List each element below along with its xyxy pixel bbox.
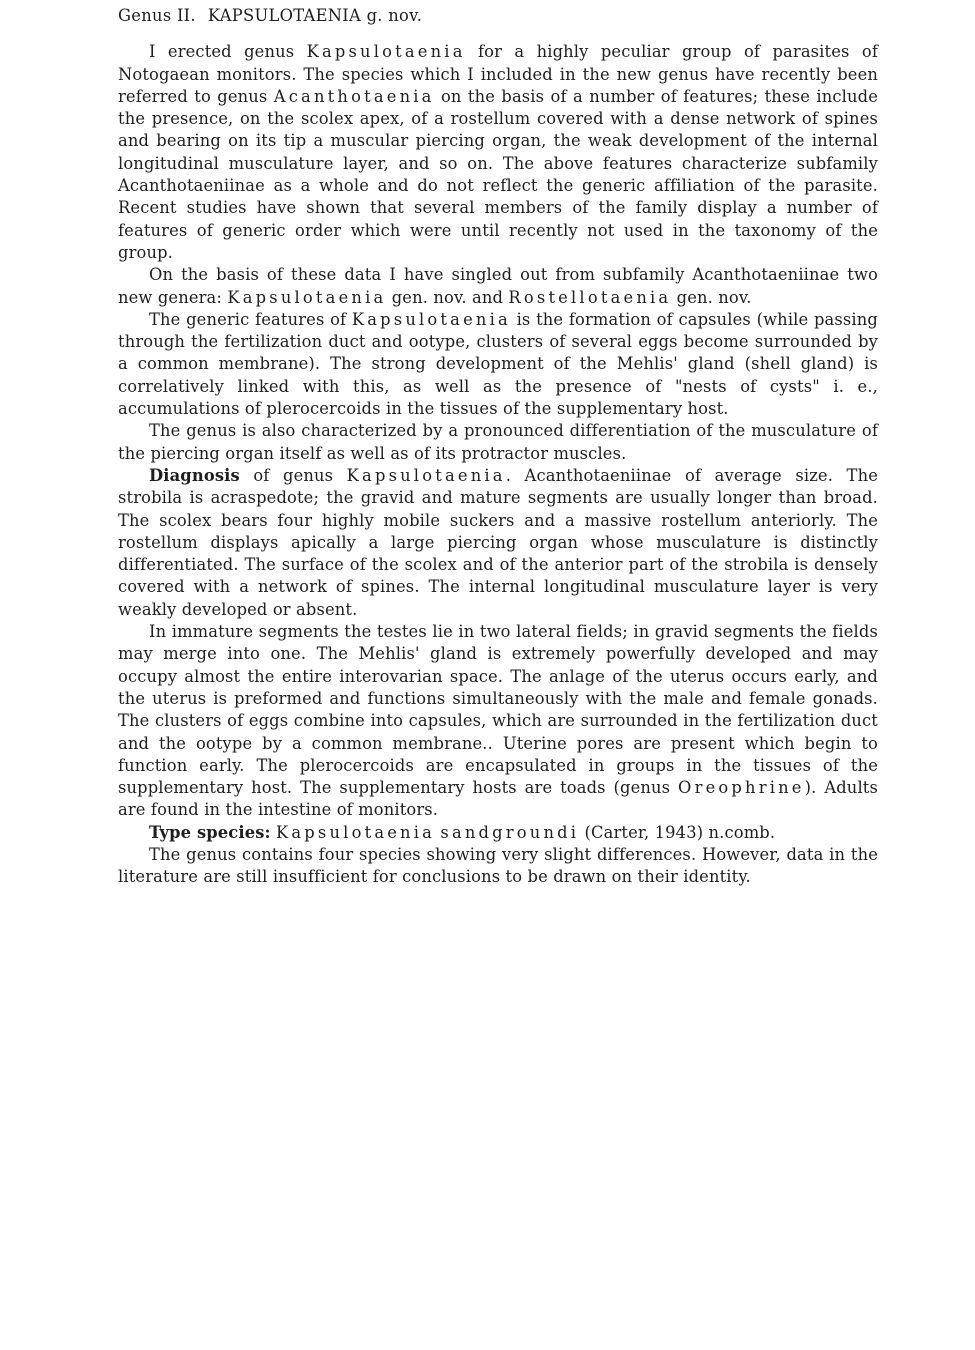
text-run: of genus <box>239 465 347 485</box>
paragraph-conclusion <box>118 844 878 889</box>
paragraph-new-genera <box>118 264 878 309</box>
text-run: The genus is also characterized by a pronounced differentiation of the musculature of the piercing organ itself as well as of its protractor muscles. <box>118 421 878 463</box>
text-run: ). Adults are found in the intestine of monitors. <box>118 778 878 820</box>
type-species-label: Type species: <box>149 822 271 842</box>
text-run: On the basis of these data I have singled out from subfamily Acanthotaeniinae two new genera: <box>118 265 878 307</box>
document-page <box>118 5 878 889</box>
text-run: (Carter, 1943) n.comb. <box>579 822 776 842</box>
paragraph-diagnosis <box>118 465 878 621</box>
text-run: The genus contains four species showing very slight differences. However, data in the literature are still insufficient for conclusions to be drawn on their identity. <box>118 844 878 887</box>
text-run: is the formation of capsules (while passing through the fertilization duct and ootype, clusters of several eggs become surrounded by a common membrane). The strong development of the Mehlis' gland (shell gland) is correlatively linked with this, as well as the presence of "nests of cysts" i. e., accumulations of plerocercoids in the tissues of the supplementary host. <box>118 309 878 419</box>
genus-name: Kapsulotaenia <box>306 42 466 62</box>
paragraph-musculature <box>118 420 878 465</box>
text-run: gen. nov. <box>671 287 752 307</box>
text-run: In immature segments the testes lie in two lateral fields; in gravid segments the fields may merge into one. The Mehlis' gland is extremely powerfully developed and may occupy almost the entire interovarian space. The anlage of the uterus occurs early, and the uterus is preformed and functions simultaneously with the male and female gonads. The clusters of eggs combine into capsules, which are surrounded in the fertilization duct and the ootype by a common membrane.. Uterine pores are present which begin to function early. The plerocercoids are encapsulated in groups in the tissues of the supplementary host. The supplementary hosts are toads (genus <box>118 622 878 798</box>
text-run: I erected genus <box>149 42 307 62</box>
genus-number: Genus II. <box>118 6 196 25</box>
genus-name: Kapsulotaenia <box>276 822 436 842</box>
text-run: for a highly peculiar group of parasites of Notogaean monitors. The species which I included in the new genus have recently been referred to genus <box>118 42 878 106</box>
genus-name: Rostellotaenia <box>508 287 672 307</box>
text-run: gen. nov. and <box>386 287 509 307</box>
section-heading <box>118 5 878 27</box>
genus-title: KAPSULOTAENIA g. nov. <box>207 6 423 25</box>
diagnosis-label: Diagnosis <box>149 465 240 485</box>
paragraph-type-species <box>118 822 878 844</box>
genus-name: Kapsulotaenia <box>227 287 387 307</box>
text-run: on the basis of a number of features; these include the presence, on the scolex apex, of a rostellum covered with a dense network of spines and bearing on its tip a muscular piercing organ, the weak development of the internal longitudinal musculature layer, and so on. The above features characterize subfamily Acanthotaeniinae as a whole and do not reflect the generic affiliation of the parasite. Recent studies have shown that several members of the family display a number of features of generic order which were until recently not used in the taxonomy of the group. <box>118 86 878 262</box>
genus-name: Kapsulotaenia <box>346 465 506 485</box>
paragraph-segments <box>118 621 878 822</box>
genus-name: Acanthotaenia <box>273 86 435 106</box>
paragraph-generic-features <box>118 309 878 420</box>
paragraph-intro <box>118 41 878 264</box>
species-name: sandgroundi <box>440 822 580 842</box>
genus-name: Kapsulotaenia <box>351 309 511 329</box>
text-run: . Acanthotaeniinae of average size. The strobila is acraspedote; the gravid and mature segments are usually longer than broad. The scolex bears four highly mobile suckers and a massive rostellum anteriorly. The rostellum displays apically a large piercing organ whose musculature is distinctly differentiated. The surface of the scolex and of the anterior part of the strobila is densely covered with a network of spines. The internal longitudinal musculature layer is very weakly developed or absent. <box>118 465 878 619</box>
genus-name: Oreophrine <box>678 778 805 798</box>
text-run: The generic features of <box>149 309 352 329</box>
